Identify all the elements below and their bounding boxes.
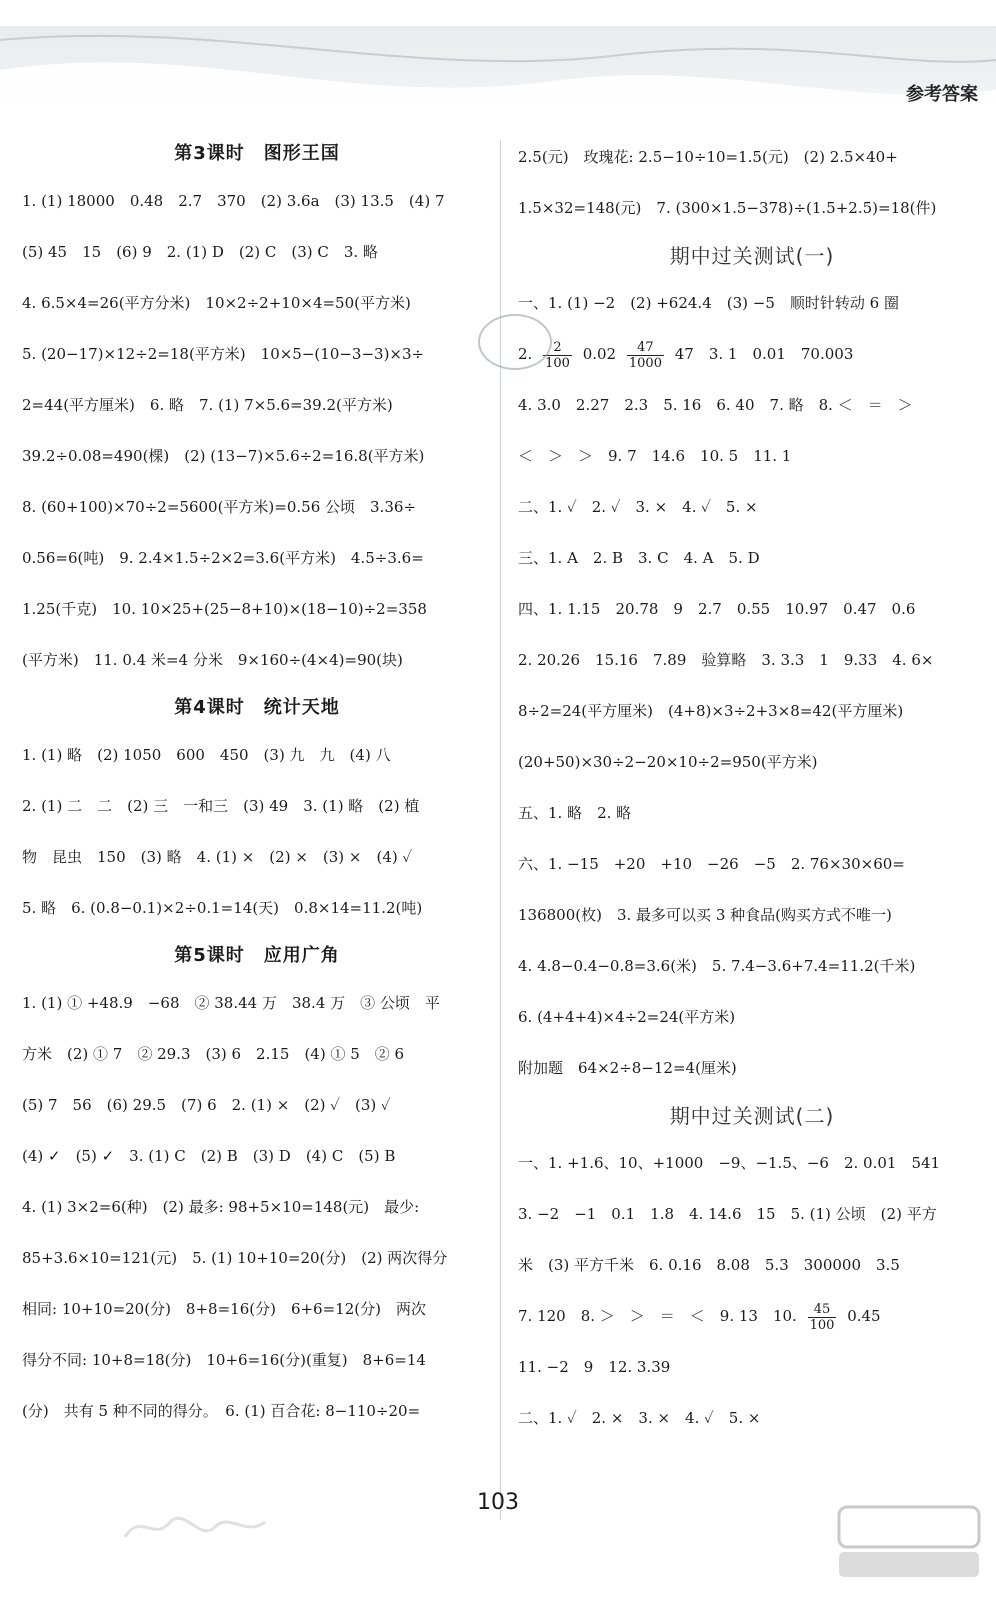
- answer-line: 1.25(千克) 10. 10×25+(25−8+10)×(18−10)÷2=358: [22, 600, 427, 618]
- handwritten-watermark: [120, 1502, 270, 1552]
- answer-line: 4. 4.8−0.4−0.8=3.6(米) 5. 7.4−3.6+7.4=11.2(千米): [518, 957, 916, 975]
- answer-line: ＜ ＞ ＞ 9. 7 14.6 10. 5 11. 1: [518, 447, 792, 465]
- fraction-numerator: 2: [543, 340, 572, 356]
- banner-top-edge: [0, 0, 996, 26]
- answer-line-fractions: [518, 329, 986, 380]
- fraction: [808, 1302, 837, 1333]
- answer-line: 二、1. ✓ 2. × 3. × 4. ✓ 5. ×: [518, 1409, 761, 1427]
- answer-line: 五、1. 略 2. 略: [518, 804, 632, 822]
- answer-line: 8÷2=24(平方厘米) (4+8)×3÷2+3×8=42(平方厘米): [518, 702, 904, 720]
- fraction-denominator: 100: [545, 355, 570, 371]
- section-title: 第4课时 统计天地: [174, 697, 340, 718]
- line-text: 0.02: [582, 345, 617, 363]
- answer-line: 5. (20−17)×12÷2=18(平方米) 10×5−(10−3−3)×3÷: [22, 345, 425, 363]
- section-title: 第3课时 图形王国: [174, 143, 340, 164]
- answer-line: 4. (1) 3×2=6(种) (2) 最多: 98+5×10=148(元) 最少:: [22, 1198, 420, 1216]
- answer-line: 136800(枚) 3. 最多可以买 3 种食品(购买方式不唯一): [518, 906, 892, 924]
- answer-line: 六、1. −15 +20 +10 −26 −5 2. 76×30×60=: [518, 855, 905, 873]
- left-column: [22, 132, 492, 1437]
- section-title: 期中过关测试(二): [669, 1104, 835, 1128]
- answer-line: 三、1. A 2. B 3. C 4. A 5. D: [518, 549, 760, 567]
- answer-line: (5) 7 56 (6) 29.5 (7) 6 2. (1) × (2) ✓ (3) ✓: [22, 1096, 391, 1114]
- line-text: 47 3. 1 0.01 70.003: [674, 345, 854, 363]
- section-title: 第5课时 应用广角: [174, 945, 340, 966]
- header-banner: [0, 0, 996, 132]
- fraction-denominator: 1000: [628, 355, 662, 371]
- answer-line: (分) 共有 5 种不同的得分。 6. (1) 百合花: 8−110÷20=: [22, 1402, 421, 1420]
- answer-line: 附加题 64×2÷8−12=4(厘米): [518, 1059, 737, 1077]
- answer-line: (5) 45 15 (6) 9 2. (1) D (2) C (3) C 3. 略: [22, 243, 378, 261]
- answer-line: 6. (4+4+4)×4÷2=24(平方米): [518, 1008, 736, 1026]
- header-label: 参考答案: [906, 84, 978, 105]
- answer-line: 1. (1) 18000 0.48 2.7 370 (2) 3.6a (3) 13.5 (4) 7: [22, 192, 445, 210]
- answer-line: 85+3.6×10=121(元) 5. (1) 10+10=20(分) (2) 两次得分: [22, 1249, 448, 1267]
- fraction-numerator: 47: [627, 340, 664, 356]
- answer-line: 5. 略 6. (0.8−0.1)×2÷0.1=14(天) 0.8×14=11.2(吨): [22, 899, 423, 917]
- stamp-mark: [478, 314, 552, 370]
- answer-line: 1. (1) ① +48.9 −68 ② 38.44 万 38.4 万 ③ 公顷 平: [22, 994, 440, 1012]
- page-number: 103: [477, 1490, 519, 1515]
- answer-line: 得分不同: 10+8=18(分) 10+6=16(分)(重复) 8+6=14: [22, 1351, 426, 1369]
- answer-line: 一、1. (1) −2 (2) +624.4 (3) −5 顺时针转动 6 圈: [518, 294, 899, 312]
- answer-line: 2. 20.26 15.16 7.89 验算略 3. 3.3 1 9.33 4. 6×: [518, 651, 934, 669]
- line-text: 0.45: [847, 1307, 881, 1325]
- answer-line: 米 (3) 平方千米 6. 0.16 8.08 5.3 300000 3.5: [518, 1256, 900, 1274]
- answer-line: 3. −2 −1 0.1 1.8 4. 14.6 15 5. (1) 公顷 (2) 平方: [518, 1205, 937, 1223]
- answer-line: 物 昆虫 150 (3) 略 4. (1) × (2) × (3) × (4) ✓: [22, 848, 413, 866]
- answer-line: 二、1. ✓ 2. ✓ 3. × 4. ✓ 5. ×: [518, 498, 758, 516]
- site-logo-watermark: [834, 1502, 984, 1582]
- answer-line: 方米 (2) ① 7 ② 29.3 (3) 6 2.15 (4) ① 5 ② 6: [22, 1045, 405, 1063]
- line-prefix: 2.: [518, 345, 533, 363]
- answer-line: 四、1. 1.15 20.78 9 2.7 0.55 10.97 0.47 0.6: [518, 600, 916, 618]
- answer-line-fraction: [518, 1291, 986, 1342]
- answer-line: 11. −2 9 12. 3.39: [518, 1358, 671, 1376]
- fraction: [627, 340, 664, 371]
- answer-line: 4. 3.0 2.27 2.3 5. 16 6. 40 7. 略 8. ＜ ＝ ＞: [518, 396, 913, 414]
- fraction-denominator: 100: [809, 1317, 835, 1333]
- answer-line: (4) ✓ (5) ✓ 3. (1) C (2) B (3) D (4) C (5) B: [22, 1147, 396, 1165]
- answer-line: 4. 6.5×4=26(平方分米) 10×2÷2+10×4=50(平方米): [22, 294, 411, 312]
- answer-line: 相同: 10+10=20(分) 8+8=16(分) 6+6=12(分) 两次: [22, 1300, 426, 1318]
- section-title: 期中过关测试(一): [669, 244, 835, 268]
- answer-line: 0.56=6(吨) 9. 2.4×1.5÷2×2=3.6(平方米) 4.5÷3.6=: [22, 549, 424, 567]
- answer-line: 2.5(元) 玫瑰花: 2.5−10÷10=1.5(元) (2) 2.5×40+: [518, 148, 898, 166]
- answer-line: 1. (1) 略 (2) 1050 600 450 (3) 九 九 (4) 八: [22, 746, 391, 764]
- answer-line: (20+50)×30÷2−20×10÷2=950(平方米): [518, 753, 818, 771]
- answer-line: (平方米) 11. 0.4 米=4 分米 9×160÷(4×4)=90(块): [22, 651, 403, 669]
- answer-line: 2=44(平方厘米) 6. 略 7. (1) 7×5.6=39.2(平方米): [22, 396, 393, 414]
- answer-line: 一、1. +1.6、10、+1000 −9、−1.5、−6 2. 0.01 541: [518, 1154, 941, 1172]
- right-column: [518, 132, 986, 1444]
- fraction-numerator: 45: [808, 1302, 837, 1318]
- answer-line: 1.5×32=148(元) 7. (300×1.5−378)÷(1.5+2.5)=18(件): [518, 199, 937, 217]
- line-text: 7. 120 8. ＞ ＞ ＝ ＜ 9. 13 10.: [518, 1307, 797, 1325]
- answer-line: 8. (60+100)×70÷2=5600(平方米)=0.56 公顷 3.36÷: [22, 498, 416, 516]
- answer-line: 2. (1) 二 二 (2) 三 一和三 (3) 49 3. (1) 略 (2) 植: [22, 797, 420, 815]
- answer-line: 39.2÷0.08=490(棵) (2) (13−7)×5.6÷2=16.8(平方米): [22, 447, 425, 465]
